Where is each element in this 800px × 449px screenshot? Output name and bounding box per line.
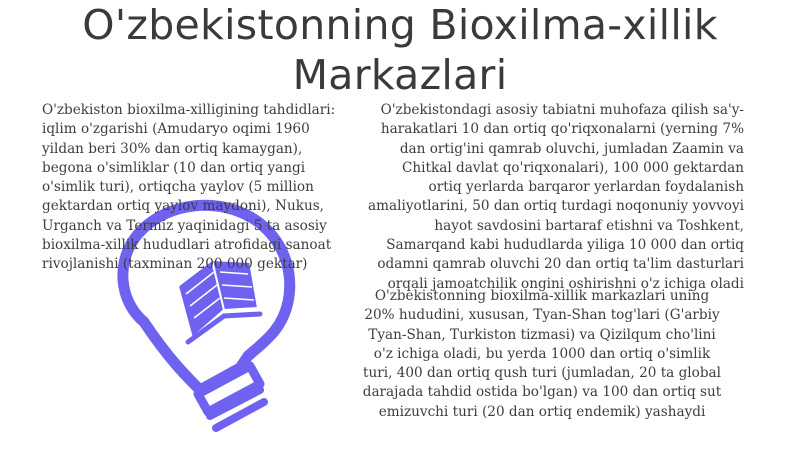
hotspots-paragraph: O'zbekistonning bioxilma-xillik markazlari uning 20% hududini, xususan, Tyan-Shan tog'lari (G'arbiy Tyan-Shan, Turkiston tizmasi) va Qizilqum cho'lini o'z ichiga oladi, bu yerda 1000 dan ortiq o'simlik turi, 400 dan ortiq qush turi (jumladan, 20 ta global darajada tahdid ostida bo'lgan) va 100 dan ortiq sut emizuvchi turi (20 dan ortiq endemik) yashaydi <box>362 288 722 420</box>
threats-paragraph: O'zbekiston bioxilma-xilligining tahdidlari: iqlim o'zgarishi (Amudaryo oqimi 1960 yildan beri 30% dan ortiq kamaygan), begona o'simliklar (10 dan ortiq yangi o'simlik turi), ortiqcha yaylov (5 million gektardan ortiq yaylov maydoni), Nukus, Urganch va Termiz yaqinidagi 5 ta asosiy bioxilma-xillik hududlari atrofidagi sanoat rivojlanishi (taxminan 200 000 gektar) <box>42 102 336 273</box>
slide-title: O'zbekistonning Bioxilma-xillik Markazlari <box>82 1 718 99</box>
conservation-paragraph: O'zbekistondagi asosiy tabiatni muhofaza qilish sa'y-harakatlari 10 dan ortiq qo'riqxonalarni (yerning 7% dan ortig'ini qamrab oluvchi, jumladan Zaamin va Chitkal davlat qo'riqxonalari), 100 000 gektardan ortiq yerlarda barqaror yerlardan foydalanish amaliyotlarini, 50 dan ortiq turdagi noqonuniy yovvoyi hayot savdosini bartaraf etishni va Toshkent, Samarqand kabi hududlarda yiliga 10 000 dan ortiq odamni qamrab oluvchi 20 dan ortiq ta'lim dasturlari orqali jamoatchilik ongini oshirishni o'z ichiga oladi <box>368 102 744 292</box>
